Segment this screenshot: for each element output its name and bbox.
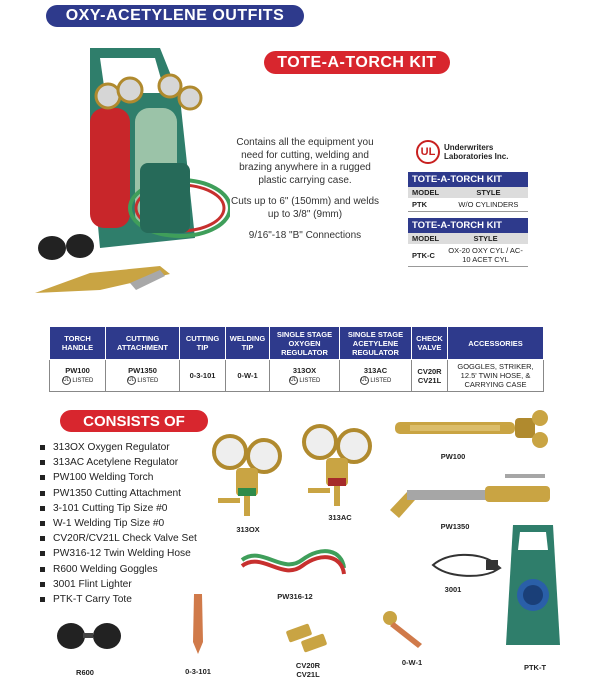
cell-welding-tip: 0-W-1 — [226, 360, 270, 392]
components-spec-table — [49, 326, 544, 392]
acetylene-regulator-model: 313AC — [363, 366, 388, 376]
kit-table-title: TOTE-A-TORCH KIT — [408, 218, 528, 233]
check-valve-set-image — [282, 612, 332, 657]
header-cutting-tip: CUTTING TIP — [180, 327, 226, 360]
cell-cutting-tip: 0-3-101 — [180, 360, 226, 392]
header-welding-tip: WELDING TIP — [226, 327, 270, 360]
kit-table-ptk — [408, 172, 528, 212]
flint-lighter-image — [428, 550, 508, 580]
header-accessories: ACCESSORIES — [448, 327, 544, 360]
list-item: W-1 Welding Tip Size #0 — [40, 516, 197, 531]
caption-cv21l: CV21L — [296, 670, 320, 679]
ul-mark-icon: UL — [360, 376, 368, 383]
kit-table-style: OX-20 OXY CYL / AC-10 ACET CYL — [443, 244, 528, 267]
bullet-icon — [40, 536, 45, 541]
bullet-icon — [40, 475, 45, 480]
cell-torch-handle — [50, 360, 106, 392]
kit-table-style-header: STYLE — [449, 187, 528, 198]
caption-r600: R600 — [76, 668, 94, 677]
header-check-valve: CHECK VALVE — [412, 327, 448, 360]
bullet-icon — [40, 551, 45, 556]
list-item: 3-101 Cutting Tip Size #0 — [40, 501, 197, 516]
cell-oxygen-regulator — [270, 360, 340, 392]
description-paragraph-3: 9/16"-18 "B" Connections — [248, 230, 362, 241]
caption-cv20r: CV20R — [295, 661, 321, 670]
ul-name-line-1: Underwriters — [444, 143, 494, 152]
outfits-banner: OXY-ACETYLENE OUTFITS — [46, 5, 304, 27]
bullet-icon — [40, 506, 45, 511]
kit-banner: TOTE-A-TORCH KIT — [264, 51, 450, 74]
welding-tip-image — [380, 608, 440, 653]
ul-logo-icon: UL — [416, 140, 440, 164]
listed-label: LISTED — [72, 378, 94, 385]
list-item: CV20R/CV21L Check Valve Set — [40, 531, 197, 546]
header-torch-handle: TORCH HANDLE — [50, 327, 106, 360]
tote-kit-illustration — [30, 38, 230, 323]
cell-check-valve: CV20R CV21L — [412, 360, 448, 392]
list-item: PW100 Welding Torch — [40, 470, 197, 485]
kit-table-title: TOTE-A-TORCH KIT — [408, 172, 528, 187]
caption-3001: 3001 — [444, 585, 462, 594]
carry-tote-image — [498, 520, 568, 655]
ul-name — [444, 143, 508, 161]
consists-list — [40, 440, 197, 607]
listed-label: LISTED — [137, 378, 159, 385]
kit-table-style: W/O CYLINDERS — [449, 198, 528, 212]
caption-pw316-12: PW316-12 — [277, 592, 313, 601]
kit-description — [230, 137, 380, 252]
cell-acetylene-regulator — [340, 360, 412, 392]
bullet-icon — [40, 491, 45, 496]
caption-0-w-1: 0-W-1 — [401, 658, 423, 667]
list-item: PW316-12 Twin Welding Hose — [40, 546, 197, 561]
pw100-torch-image — [390, 408, 560, 453]
ul-mark-icon: UL — [62, 376, 70, 383]
description-paragraph-2: Cuts up to 6" (150mm) and welds up to 3/8" (9mm) — [230, 196, 380, 220]
caption-ptk-t: PTK-T — [523, 663, 547, 672]
header-acetylene-regulator: SINGLE STAGE ACETYLENE REGULATOR — [340, 327, 412, 360]
ul-listed-badge — [127, 376, 159, 385]
listed-label: LISTED — [299, 378, 321, 385]
ul-mark-icon: UL — [127, 376, 135, 383]
kit-table-model-header: MODEL — [408, 187, 449, 198]
oxygen-regulator-model: 313OX — [292, 366, 317, 376]
acetylene-regulator-image — [298, 422, 378, 512]
description-paragraph-1: Contains all the equipment you need for cutting, welding and brazing anywhere in a rugged plastic carrying case. — [236, 137, 374, 186]
caption-pw1350: PW1350 — [440, 522, 470, 531]
list-item: 3001 Flint Lighter — [40, 577, 197, 592]
list-item: 313OX Oxygen Regulator — [40, 440, 197, 455]
kit-table-ptk-c — [408, 218, 528, 267]
caption-313ac: 313AC — [328, 513, 352, 522]
bullet-icon — [40, 582, 45, 587]
ul-listed-badge — [360, 376, 392, 385]
header-cutting-attachment: CUTTING ATTACHMENT — [106, 327, 180, 360]
bullet-icon — [40, 460, 45, 465]
bullet-icon — [40, 567, 45, 572]
consists-banner: CONSISTS OF — [60, 410, 208, 432]
caption-313ox: 313OX — [236, 525, 260, 534]
pw316-12-hose-image — [232, 540, 352, 585]
header-oxygen-regulator: SINGLE STAGE OXYGEN REGULATOR — [270, 327, 340, 360]
kit-table-style-header: STYLE — [443, 233, 528, 244]
cutting-attachment-model: PW1350 — [128, 366, 157, 376]
bullet-icon — [40, 445, 45, 450]
cell-accessories: GOGGLES, STRIKER, 12.5' TWIN HOSE, & CARRYING CASE — [448, 360, 544, 392]
kit-table-model: PTK-C — [408, 244, 443, 267]
caption-0-3-101: 0-3-101 — [185, 667, 211, 676]
ul-listed-badge — [62, 376, 94, 385]
ul-listed-badge — [289, 376, 321, 385]
pw1350-cutting-attachment-image — [385, 470, 570, 520]
list-item: PW1350 Cutting Attachment — [40, 486, 197, 501]
listed-label: LISTED — [370, 378, 392, 385]
list-item: R600 Welding Goggles — [40, 562, 197, 577]
caption-pw100: PW100 — [440, 452, 466, 461]
oxygen-regulator-image — [208, 430, 288, 520]
ul-mark-icon: UL — [289, 376, 297, 383]
cell-cutting-attachment — [106, 360, 180, 392]
kit-table-model: PTK — [408, 198, 449, 212]
kit-table-model-header: MODEL — [408, 233, 443, 244]
list-item: 313AC Acetylene Regulator — [40, 455, 197, 470]
ul-name-line-2: Laboratories Inc. — [444, 152, 509, 161]
bullet-icon — [40, 597, 45, 602]
bullet-icon — [40, 521, 45, 526]
cutting-tip-image — [188, 592, 208, 657]
list-item: PTK-T Carry Tote — [40, 592, 197, 607]
torch-handle-model: PW100 — [65, 366, 90, 376]
welding-goggles-image — [55, 618, 125, 654]
